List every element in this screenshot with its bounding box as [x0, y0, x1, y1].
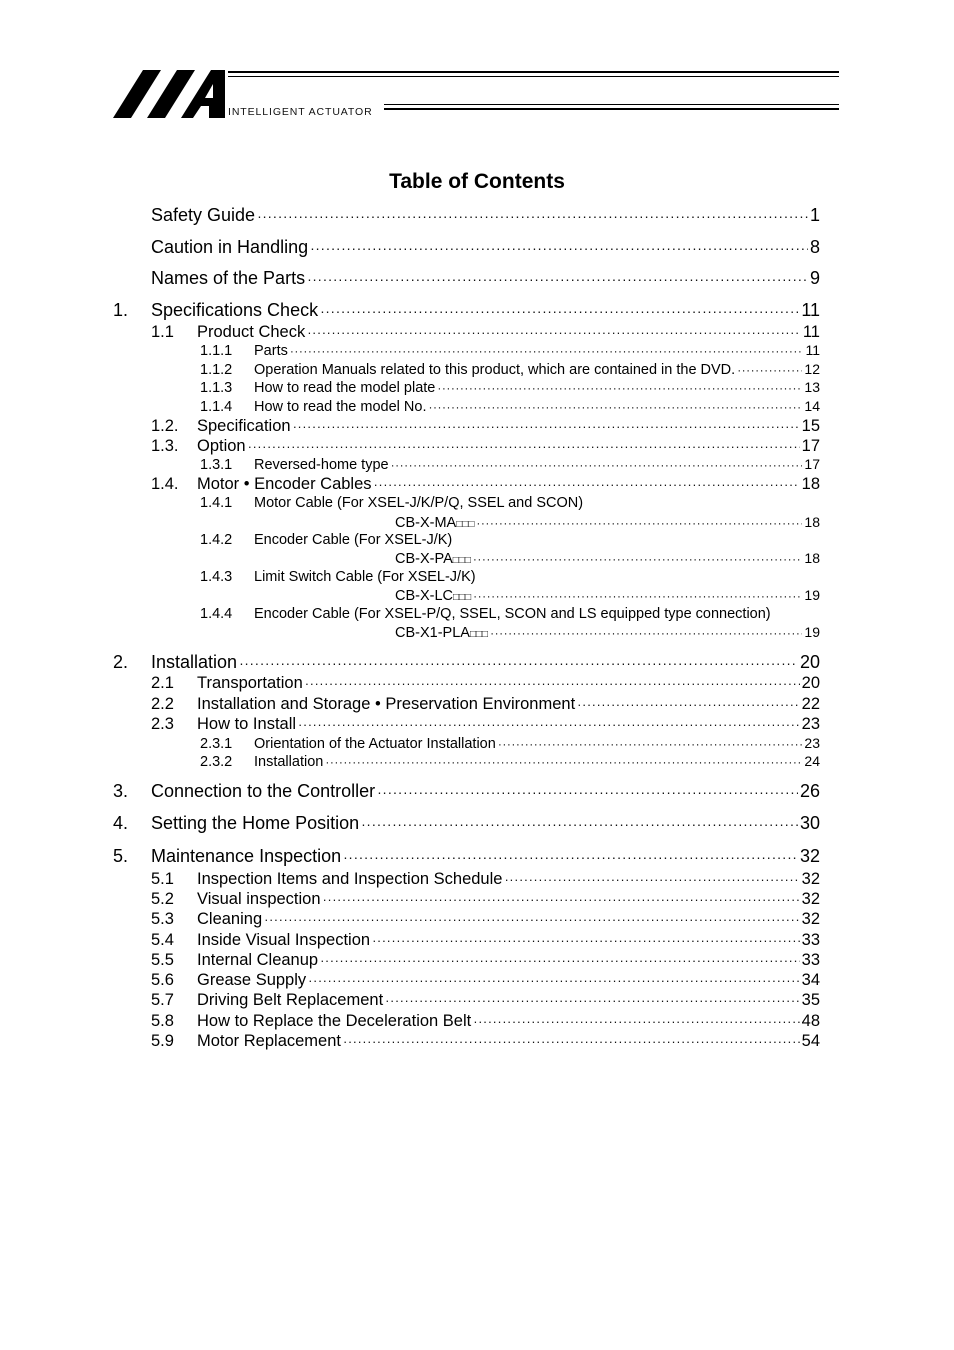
- toc-entry-page: 13: [804, 379, 820, 395]
- toc-entry-label: Motor Replacement: [197, 1032, 341, 1050]
- toc-entry-page: 12: [804, 361, 820, 377]
- toc-entry-page: 11: [801, 300, 820, 320]
- toc-entry-label: Motor • Encoder Cables: [197, 475, 372, 493]
- toc-entry-number: 5.4: [151, 931, 174, 949]
- toc-entry-label: Product Check: [197, 323, 306, 341]
- toc-entry-label: Encoder Cable (For XSEL-P/Q, SSEL, SCON and LS equipped type connection): [254, 606, 771, 622]
- toc-entry-label: Operation Manuals related to this product, which are contained in the DVD.: [254, 362, 736, 378]
- toc-entry-page: 18: [801, 475, 820, 493]
- toc-entry-page: 32: [801, 910, 820, 928]
- toc-entry-number: 1.1.1: [200, 343, 233, 359]
- toc-entry[interactable]: [113, 268, 820, 289]
- toc-leader-dots: [473, 1014, 799, 1029]
- toc-leader-dots: [248, 439, 800, 454]
- toc-entry-suffix: □□□: [469, 629, 489, 640]
- toc-entry-label: Maintenance Inspection: [151, 846, 342, 866]
- toc-entry-label: Driving Belt Replacement: [197, 991, 384, 1009]
- toc-entry-number: 1.4.2: [200, 532, 233, 548]
- toc-entry-page: 35: [801, 991, 820, 1009]
- toc-leader-dots: [343, 1034, 800, 1049]
- header-rule: [228, 76, 839, 77]
- toc-entry-label: Orientation of the Actuator Installation: [254, 736, 496, 752]
- toc-entry-label: Inside Visual Inspection: [197, 931, 371, 949]
- toc-entry[interactable]: [113, 417, 820, 436]
- toc-entry-number: 1.3.1: [200, 457, 233, 473]
- toc-leader-dots: [498, 737, 803, 751]
- toc-entry[interactable]: [113, 991, 820, 1010]
- toc-entry-page: 34: [801, 971, 820, 989]
- toc-entry-label: Cleaning: [197, 910, 263, 928]
- toc-entry-label: Visual inspection: [197, 890, 321, 908]
- toc-entry-number: 1.3.: [151, 437, 179, 455]
- toc-entry-page: 33: [801, 951, 820, 969]
- toc-entry-label: Limit Switch Cable (For XSEL-J/K): [254, 569, 476, 585]
- toc-entry[interactable]: [113, 532, 820, 548]
- toc-leader-dots: [293, 419, 800, 434]
- toc-entry-page: 48: [801, 1012, 820, 1030]
- toc-entry-label: Grease Supply: [197, 971, 307, 989]
- toc-entry-label: CB-X-MA: [395, 515, 457, 531]
- toc-entry[interactable]: [113, 514, 820, 531]
- toc-entry-page: 54: [801, 1032, 820, 1050]
- toc-entry-number: 1.1.2: [200, 362, 233, 378]
- toc-entry-label: Transportation: [197, 674, 303, 692]
- toc-entry[interactable]: [113, 606, 820, 622]
- toc-leader-dots: [323, 892, 800, 907]
- toc-entry-label: Parts: [254, 343, 288, 359]
- brand-text: INTELLIGENT ACTUATOR: [228, 106, 373, 118]
- toc-entry-number: 1.4.3: [200, 569, 233, 585]
- toc-entry-label: Option: [197, 437, 246, 455]
- toc-entry[interactable]: [113, 550, 820, 567]
- page-title: Table of Contents: [389, 170, 565, 193]
- toc-entry[interactable]: [113, 361, 820, 378]
- toc-entry-label: Motor Cable (For XSEL-J/K/P/Q, SSEL and SCON): [254, 495, 584, 511]
- toc-entry-page: 20: [801, 674, 820, 692]
- toc-entry-number: 5.: [113, 846, 129, 866]
- toc-entry-label: Installation: [254, 754, 324, 770]
- toc-entry-page: 8: [809, 237, 820, 257]
- header-rule: [228, 71, 839, 73]
- toc-entry[interactable]: [113, 323, 820, 342]
- toc-entry[interactable]: [113, 971, 820, 990]
- toc-entry[interactable]: [113, 587, 820, 604]
- toc-leader-dots: [372, 933, 800, 948]
- toc-entry-suffix: □□□: [453, 592, 472, 603]
- toc-leader-dots: [737, 363, 802, 377]
- toc-entry[interactable]: [113, 237, 820, 258]
- toc-leader-dots: [577, 697, 799, 712]
- toc-entry-number: 5.6: [151, 971, 174, 989]
- toc-entry-number: 3.: [113, 781, 129, 801]
- toc-entry-label: Internal Cleanup: [197, 951, 319, 969]
- toc-entry[interactable]: [113, 1012, 820, 1031]
- toc-leader-dots: [473, 552, 803, 566]
- toc-entry-page: 24: [804, 753, 820, 769]
- toc-leader-dots: [361, 816, 798, 832]
- toc-entry-label: Installation and Storage • Preservation Environment: [197, 695, 576, 713]
- toc-leader-dots: [437, 381, 802, 395]
- toc-entry-page: 18: [804, 514, 820, 530]
- toc-entry[interactable]: [113, 931, 820, 950]
- toc-entry-number: 2.3.1: [200, 736, 233, 752]
- toc-leader-dots: [473, 589, 802, 603]
- toc-entry-page: 23: [804, 735, 820, 751]
- header-rule: [384, 104, 839, 105]
- toc-entry-label: Installation: [151, 652, 238, 672]
- toc-entry-number: 1.1.4: [200, 399, 233, 415]
- toc-entry[interactable]: [113, 624, 820, 641]
- toc-entry[interactable]: [113, 495, 820, 511]
- toc-entry-label: Names of the Parts: [151, 268, 306, 288]
- toc-leader-dots: [391, 458, 803, 472]
- toc-entry-number: 5.9: [151, 1032, 174, 1050]
- toc-leader-dots: [305, 676, 800, 691]
- toc-entry-number: 1.2.: [151, 417, 179, 435]
- toc-leader-dots: [264, 912, 800, 927]
- toc-entry-label: Safety Guide: [151, 205, 256, 225]
- toc-entry-number: 5.8: [151, 1012, 174, 1030]
- toc-entry-number: 4.: [113, 813, 129, 833]
- toc-entry-label: How to Replace the Deceleration Belt: [197, 1012, 472, 1030]
- toc-entry-label: CB-X-LC: [395, 588, 454, 604]
- toc-entry[interactable]: [113, 910, 820, 929]
- iai-logo-icon: [113, 70, 225, 118]
- toc-entry-number: 2.2: [151, 695, 174, 713]
- toc-entry-number: 1.1.3: [200, 380, 233, 396]
- header-rule: [384, 108, 839, 110]
- toc-entry-label: Encoder Cable (For XSEL-J/K): [254, 532, 453, 548]
- toc-entry[interactable]: [113, 890, 820, 909]
- toc-entry-number: 1.1: [151, 323, 174, 341]
- toc-entry[interactable]: [113, 735, 820, 752]
- toc-entry-page: 19: [804, 587, 820, 603]
- toc-entry[interactable]: [113, 437, 820, 456]
- toc-entry-page: 17: [801, 437, 820, 455]
- toc-leader-dots: [490, 626, 802, 640]
- toc-leader-dots: [290, 344, 804, 358]
- toc-entry-label: Reversed-home type: [254, 457, 389, 473]
- toc-leader-dots: [307, 325, 801, 340]
- toc-entry-number: 1.4.: [151, 475, 179, 493]
- toc-entry-number: 1.4.4: [200, 606, 233, 622]
- toc-entry-label: How to read the model No.: [254, 399, 427, 415]
- toc-entry-number: 5.2: [151, 890, 174, 908]
- toc-entry-number: 2.3.2: [200, 754, 233, 770]
- toc-entry-page: 15: [801, 417, 820, 435]
- toc-entry[interactable]: [113, 569, 820, 585]
- toc-entry[interactable]: [113, 205, 820, 226]
- toc-entry[interactable]: [113, 456, 820, 473]
- toc-leader-dots: [239, 655, 798, 671]
- toc-entry-number: 5.5: [151, 951, 174, 969]
- toc-entry-page: 32: [799, 846, 820, 866]
- toc-entry-number: 1.4.1: [200, 495, 233, 511]
- toc-entry-number: 2.3: [151, 715, 174, 733]
- toc-leader-dots: [308, 973, 799, 988]
- toc-entry[interactable]: [113, 475, 820, 494]
- toc-entry-page: 26: [799, 781, 820, 801]
- toc-entry-label: Setting the Home Position: [151, 813, 360, 833]
- toc-entry-label: CB-X-PA: [395, 551, 453, 567]
- toc-entry-page: 32: [801, 890, 820, 908]
- toc-entry[interactable]: [113, 870, 820, 889]
- toc-leader-dots: [377, 784, 798, 800]
- toc-entry-page: 30: [799, 813, 820, 833]
- toc-entry[interactable]: [113, 674, 820, 693]
- toc-entry-number: 5.1: [151, 870, 174, 888]
- toc-leader-dots: [310, 240, 808, 256]
- toc-entry[interactable]: [113, 398, 820, 415]
- toc-entry-page: 32: [801, 870, 820, 888]
- toc-entry-label: Specifications Check: [151, 300, 319, 320]
- toc-entry-page: 17: [804, 456, 820, 472]
- toc-entry-page: 33: [801, 931, 820, 949]
- toc-entry-page: 22: [801, 695, 820, 713]
- toc-leader-dots: [428, 400, 802, 414]
- toc-entry-number: 5.7: [151, 991, 174, 1009]
- toc-entry-number: 1.: [113, 300, 129, 320]
- toc-entry[interactable]: [113, 715, 820, 734]
- toc-entry[interactable]: [113, 781, 820, 802]
- toc-entry-label: Connection to the Controller: [151, 781, 376, 801]
- toc-entry-page: 20: [799, 652, 820, 672]
- toc-entry[interactable]: [113, 1032, 820, 1051]
- toc-entry-page: 9: [809, 268, 820, 288]
- toc-entry-number: 5.3: [151, 910, 174, 928]
- toc-entry-page: 11: [805, 342, 820, 358]
- toc-leader-dots: [343, 849, 798, 865]
- toc-entry[interactable]: [113, 652, 820, 673]
- toc-leader-dots: [476, 516, 802, 530]
- toc-entry[interactable]: [113, 300, 820, 321]
- toc-entry[interactable]: [113, 695, 820, 714]
- toc-entry[interactable]: [113, 846, 820, 867]
- toc-leader-dots: [307, 271, 808, 287]
- toc-entry[interactable]: [113, 753, 820, 770]
- toc-entry-page: 1: [809, 205, 820, 225]
- toc-leader-dots: [504, 872, 799, 887]
- toc-leader-dots: [320, 303, 799, 319]
- toc-entry-number: 2.1: [151, 674, 174, 692]
- toc-entry-number: 2.: [113, 652, 129, 672]
- toc-entry-label: Specification: [197, 417, 291, 435]
- toc-leader-dots: [298, 717, 800, 732]
- page-header: [113, 68, 839, 120]
- toc-entry-label: How to Install: [197, 715, 297, 733]
- toc-entry[interactable]: [113, 342, 820, 359]
- toc-entry-label: CB-X1-PLA: [395, 625, 470, 641]
- toc-entry-page: 19: [804, 624, 820, 640]
- toc-entry[interactable]: [113, 379, 820, 396]
- toc-entry-suffix: □□□: [452, 555, 471, 566]
- toc-entry-page: 14: [804, 398, 820, 414]
- toc-leader-dots: [385, 993, 799, 1008]
- toc-entry-page: 23: [801, 715, 820, 733]
- toc-entry-suffix: □□□: [456, 519, 475, 530]
- toc-entry-label: How to read the model plate: [254, 380, 436, 396]
- toc-entry-label: Inspection Items and Inspection Schedule: [197, 870, 503, 888]
- toc-leader-dots: [320, 953, 800, 968]
- toc-leader-dots: [374, 477, 800, 492]
- toc-leader-dots: [325, 755, 802, 769]
- toc-entry[interactable]: [113, 951, 820, 970]
- toc-entry-page: 18: [804, 550, 820, 566]
- toc-entry-label: Caution in Handling: [151, 237, 309, 257]
- toc-entry-page: 11: [802, 323, 820, 341]
- toc-leader-dots: [257, 208, 808, 224]
- toc-entry[interactable]: [113, 813, 820, 834]
